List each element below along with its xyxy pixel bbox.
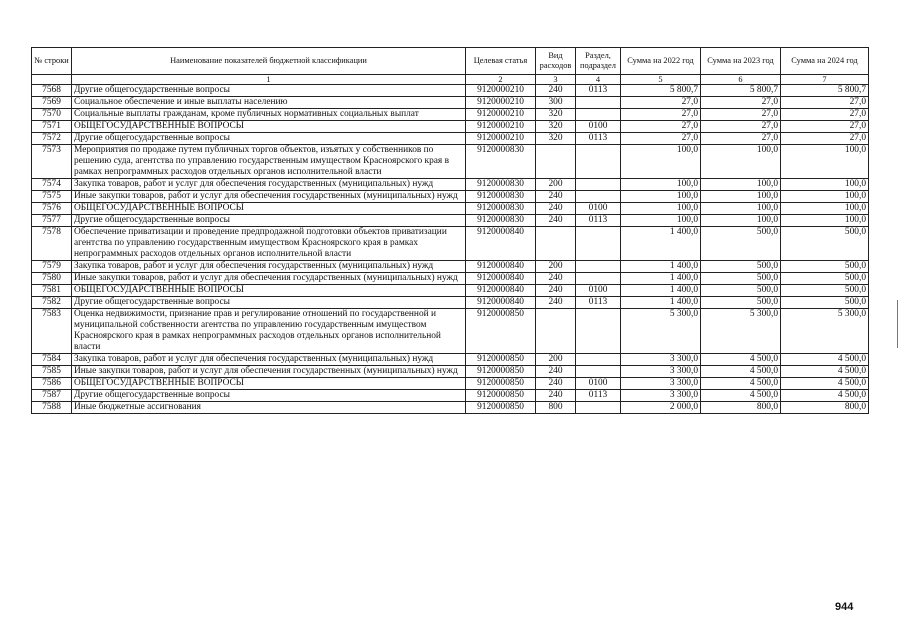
sum-2023-cell: 5 800,7 [701,85,781,97]
section-cell [576,354,621,366]
sum-2022-cell: 1 400,0 [621,261,701,273]
table-row [32,191,869,203]
expense-type-cell: 200 [536,261,576,273]
table-row [32,227,869,261]
table-row [32,97,869,109]
table-row [32,145,869,179]
indicator-name-cell: Закупка товаров, работ и услуг для обеспечения государственных (муниципальных) нужд [72,354,466,366]
indicator-name-cell: Социальное обеспечение и иные выплаты населению [72,97,466,109]
sum-2024-cell: 4 500,0 [781,354,869,366]
table-header [32,48,869,85]
sum-2024-cell: 27,0 [781,121,869,133]
table-row [32,261,869,273]
expense-type-cell [536,227,576,261]
indicator-name-cell: Иные закупки товаров, работ и услуг для обеспечения государственных (муниципальных) нужд [72,366,466,378]
sum-2024-cell: 500,0 [781,285,869,297]
section-cell: 0100 [576,203,621,215]
sum-2024-cell: 100,0 [781,215,869,227]
sum-2022-cell: 100,0 [621,179,701,191]
row-number-cell: 7585 [32,366,72,378]
sum-2022-cell: 27,0 [621,121,701,133]
section-cell [576,145,621,179]
sum-2023-cell: 27,0 [701,121,781,133]
sum-2024-cell: 500,0 [781,227,869,261]
expense-type-cell: 240 [536,285,576,297]
sum-2022-cell: 2 000,0 [621,402,701,414]
row-number-cell: 7572 [32,133,72,145]
table-row [32,402,869,414]
expense-type-cell: 200 [536,354,576,366]
expense-type-cell: 240 [536,366,576,378]
sum-2023-cell: 800,0 [701,402,781,414]
indicator-name-cell: Иные бюджетные ассигнования [72,402,466,414]
indicator-name-cell: Закупка товаров, работ и услуг для обеспечения государственных (муниципальных) нужд [72,261,466,273]
section-cell [576,191,621,203]
indicator-name-cell: Другие общегосударственные вопросы [72,133,466,145]
sum-2024-cell: 4 500,0 [781,366,869,378]
table-row [32,285,869,297]
target-article-cell: 9120000210 [466,85,536,97]
table-row [32,133,869,145]
column-index: 2 [466,75,536,85]
column-index-row [32,75,869,85]
row-number-cell: 7581 [32,285,72,297]
sum-2024-cell: 500,0 [781,297,869,309]
table-row [32,390,869,402]
header-expense-type: Вид расходов [536,48,576,75]
sum-2022-cell: 3 300,0 [621,366,701,378]
row-number-cell: 7573 [32,145,72,179]
expense-type-cell: 200 [536,179,576,191]
row-number-cell: 7571 [32,121,72,133]
sum-2022-cell: 5 300,0 [621,309,701,354]
target-article-cell: 9120000830 [466,179,536,191]
sum-2024-cell: 27,0 [781,109,869,121]
target-article-cell: 9120000850 [466,390,536,402]
sum-2022-cell: 100,0 [621,145,701,179]
sum-2022-cell: 3 300,0 [621,354,701,366]
target-article-cell: 9120000830 [466,191,536,203]
section-cell: 0113 [576,85,621,97]
row-number-cell: 7574 [32,179,72,191]
sum-2023-cell: 500,0 [701,227,781,261]
section-cell [576,309,621,354]
section-cell: 0113 [576,390,621,402]
expense-type-cell: 240 [536,203,576,215]
column-index-empty [32,75,72,85]
sum-2024-cell: 5 800,7 [781,85,869,97]
sum-2022-cell: 3 300,0 [621,390,701,402]
row-number-cell: 7577 [32,215,72,227]
section-cell: 0113 [576,133,621,145]
table-row [32,354,869,366]
expense-type-cell: 240 [536,85,576,97]
target-article-cell: 9120000850 [466,354,536,366]
column-index: 1 [72,75,466,85]
row-number-cell: 7576 [32,203,72,215]
section-cell [576,97,621,109]
expense-type-cell: 320 [536,121,576,133]
expense-type-cell: 800 [536,402,576,414]
indicator-name-cell: Другие общегосударственные вопросы [72,297,466,309]
table-row [32,215,869,227]
column-index: 7 [781,75,869,85]
header-sum-2024: Сумма на 2024 год [781,48,869,75]
target-article-cell: 9120000210 [466,97,536,109]
table-row [32,109,869,121]
expense-type-cell [536,309,576,354]
target-article-cell: 9120000830 [466,203,536,215]
target-article-cell: 9120000840 [466,273,536,285]
expense-type-cell: 240 [536,378,576,390]
row-number-cell: 7569 [32,97,72,109]
indicator-name-cell: Мероприятия по продаже путем публичных торгов объектов, изъятых у собственников по решению суда, агентства по управлению государственным имуществом Красноярского края в рамках непрограммных расходов отдельных органов исполнительной власти [72,145,466,179]
indicator-name-cell: Обеспечение приватизации и проведение предпродажной подготовки объектов приватизации агентства по управлению государственным имуществом Красноярского края в рамках непрограммных расходов отдельных органов исполнительной власти [72,227,466,261]
section-cell [576,261,621,273]
row-number-cell: 7588 [32,402,72,414]
sum-2022-cell: 27,0 [621,109,701,121]
section-cell: 0113 [576,297,621,309]
row-number-cell: 7584 [32,354,72,366]
section-cell: 0100 [576,378,621,390]
indicator-name-cell: ОБЩЕГОСУДАРСТВЕННЫЕ ВОПРОСЫ [72,378,466,390]
expense-type-cell: 300 [536,97,576,109]
target-article-cell: 9120000210 [466,109,536,121]
section-cell [576,273,621,285]
table-row [32,378,869,390]
column-index: 3 [536,75,576,85]
sum-2024-cell: 500,0 [781,261,869,273]
expense-type-cell: 240 [536,390,576,402]
target-article-cell: 9120000850 [466,402,536,414]
sum-2024-cell: 800,0 [781,402,869,414]
sum-2023-cell: 27,0 [701,97,781,109]
indicator-name-cell: Оценка недвижимости, признание прав и регулирование отношений по государственной и муниципальной собственности агентства по управлению государственным имуществом Красноярского края в рамках непрограммных расходов отдельных органов исполнительной власти [72,309,466,354]
sum-2024-cell: 27,0 [781,133,869,145]
sum-2024-cell: 100,0 [781,145,869,179]
sum-2023-cell: 5 300,0 [701,309,781,354]
target-article-cell: 9120000840 [466,261,536,273]
sum-2024-cell: 5 300,0 [781,309,869,354]
sum-2024-cell: 100,0 [781,179,869,191]
sum-2023-cell: 100,0 [701,203,781,215]
expense-type-cell: 240 [536,191,576,203]
sum-2023-cell: 500,0 [701,273,781,285]
column-index: 6 [701,75,781,85]
sum-2022-cell: 100,0 [621,215,701,227]
indicator-name-cell: Иные закупки товаров, работ и услуг для обеспечения государственных (муниципальных) нужд [72,191,466,203]
expense-type-cell: 240 [536,215,576,227]
row-number-cell: 7582 [32,297,72,309]
sum-2023-cell: 500,0 [701,285,781,297]
sum-2023-cell: 500,0 [701,261,781,273]
table-body [32,85,869,414]
table-row [32,297,869,309]
budget-table [31,47,869,414]
sum-2023-cell: 100,0 [701,179,781,191]
expense-type-cell: 240 [536,297,576,309]
sum-2023-cell: 500,0 [701,297,781,309]
sum-2022-cell: 3 300,0 [621,378,701,390]
row-number-cell: 7583 [32,309,72,354]
section-cell [576,109,621,121]
sum-2024-cell: 27,0 [781,97,869,109]
sum-2023-cell: 100,0 [701,145,781,179]
sum-2024-cell: 100,0 [781,203,869,215]
column-index: 4 [576,75,621,85]
table-row [32,273,869,285]
sum-2024-cell: 500,0 [781,273,869,285]
expense-type-cell: 240 [536,273,576,285]
row-number-cell: 7578 [32,227,72,261]
indicator-name-cell: Другие общегосударственные вопросы [72,215,466,227]
target-article-cell: 9120000210 [466,121,536,133]
sum-2023-cell: 100,0 [701,191,781,203]
target-article-cell: 9120000840 [466,297,536,309]
header-row-number: № строки [32,48,72,75]
sum-2024-cell: 4 500,0 [781,378,869,390]
header-indicator-name: Наименование показателей бюджетной классификации [72,48,466,75]
indicator-name-cell: ОБЩЕГОСУДАРСТВЕННЫЕ ВОПРОСЫ [72,121,466,133]
table-row [32,309,869,354]
target-article-cell: 9120000850 [466,366,536,378]
sum-2022-cell: 1 400,0 [621,227,701,261]
expense-type-cell [536,145,576,179]
indicator-name-cell: Другие общегосударственные вопросы [72,85,466,97]
row-number-cell: 7568 [32,85,72,97]
table-row [32,121,869,133]
page-number: 944 [835,601,854,613]
sum-2024-cell: 4 500,0 [781,390,869,402]
table-row [32,366,869,378]
section-cell: 0100 [576,121,621,133]
sum-2023-cell: 4 500,0 [701,354,781,366]
target-article-cell: 9120000830 [466,145,536,179]
section-cell [576,179,621,191]
section-cell [576,402,621,414]
sum-2022-cell: 1 400,0 [621,273,701,285]
margin-mark [897,300,898,348]
table-row [32,179,869,191]
sum-2023-cell: 27,0 [701,133,781,145]
section-cell [576,366,621,378]
section-cell: 0113 [576,215,621,227]
target-article-cell: 9120000830 [466,215,536,227]
header-sum-2023: Сумма на 2023 год [701,48,781,75]
sum-2023-cell: 27,0 [701,109,781,121]
header-row [32,48,869,75]
table-row [32,203,869,215]
sum-2022-cell: 1 400,0 [621,285,701,297]
sum-2023-cell: 4 500,0 [701,378,781,390]
table-row [32,85,869,97]
column-index: 5 [621,75,701,85]
sum-2022-cell: 100,0 [621,191,701,203]
target-article-cell: 9120000210 [466,133,536,145]
section-cell: 0100 [576,285,621,297]
header-sum-2022: Сумма на 2022 год [621,48,701,75]
row-number-cell: 7575 [32,191,72,203]
header-target-article: Целевая статья [466,48,536,75]
expense-type-cell: 320 [536,109,576,121]
sum-2023-cell: 100,0 [701,215,781,227]
indicator-name-cell: ОБЩЕГОСУДАРСТВЕННЫЕ ВОПРОСЫ [72,203,466,215]
sum-2022-cell: 27,0 [621,133,701,145]
target-article-cell: 9120000840 [466,227,536,261]
target-article-cell: 9120000850 [466,309,536,354]
row-number-cell: 7580 [32,273,72,285]
row-number-cell: 7586 [32,378,72,390]
target-article-cell: 9120000850 [466,378,536,390]
sum-2023-cell: 4 500,0 [701,366,781,378]
sum-2023-cell: 4 500,0 [701,390,781,402]
sum-2022-cell: 5 800,7 [621,85,701,97]
indicator-name-cell: Иные закупки товаров, работ и услуг для обеспечения государственных (муниципальных) нужд [72,273,466,285]
sum-2024-cell: 100,0 [781,191,869,203]
indicator-name-cell: Социальные выплаты гражданам, кроме публичных нормативных социальных выплат [72,109,466,121]
sum-2022-cell: 100,0 [621,203,701,215]
target-article-cell: 9120000840 [466,285,536,297]
row-number-cell: 7587 [32,390,72,402]
indicator-name-cell: Закупка товаров, работ и услуг для обеспечения государственных (муниципальных) нужд [72,179,466,191]
row-number-cell: 7570 [32,109,72,121]
indicator-name-cell: Другие общегосударственные вопросы [72,390,466,402]
expense-type-cell: 320 [536,133,576,145]
sum-2022-cell: 1 400,0 [621,297,701,309]
row-number-cell: 7579 [32,261,72,273]
section-cell [576,227,621,261]
sum-2022-cell: 27,0 [621,97,701,109]
header-section: Раздел, подраздел [576,48,621,75]
indicator-name-cell: ОБЩЕГОСУДАРСТВЕННЫЕ ВОПРОСЫ [72,285,466,297]
